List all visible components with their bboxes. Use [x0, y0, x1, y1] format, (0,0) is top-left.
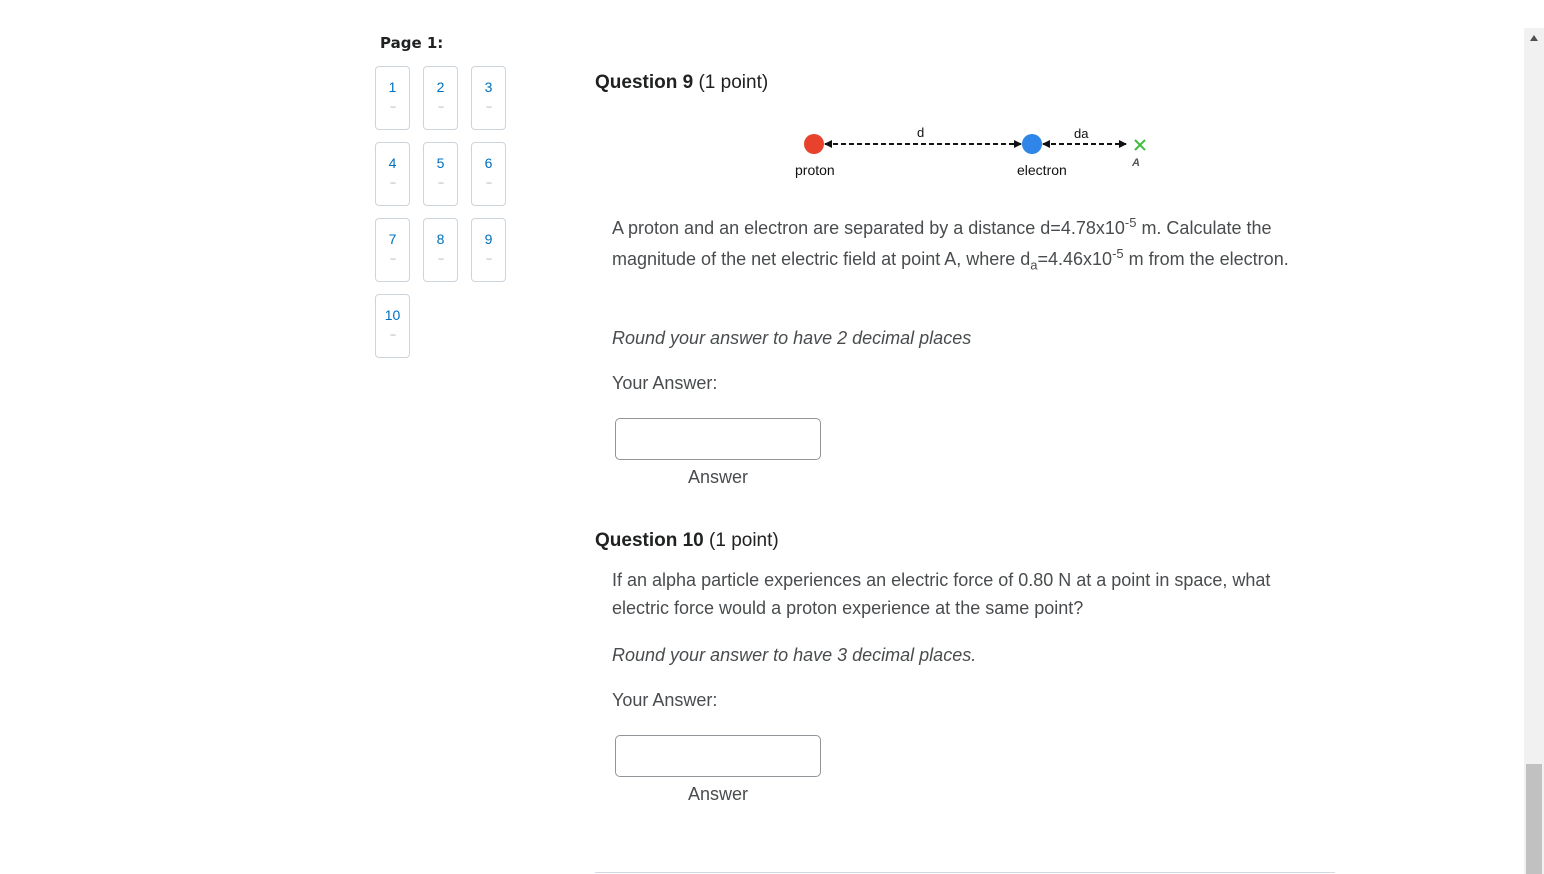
question-10-rounding: Round your answer to have 3 decimal places.	[612, 645, 977, 665]
triangle-up-icon[interactable]	[1524, 28, 1544, 48]
point-a-label: A	[1132, 157, 1140, 169]
nav-question-status: --	[437, 177, 444, 189]
question-text-part: m from the electron.	[1123, 249, 1289, 269]
nav-question-status: --	[389, 101, 396, 113]
question-10-title	[595, 530, 779, 552]
question-points: (1 point)	[698, 72, 769, 93]
question-title-text: Question 10	[595, 530, 704, 551]
electron-label: electron	[1017, 162, 1067, 178]
proton-label: proton	[795, 162, 835, 178]
proton-circle	[804, 134, 824, 154]
nav-question-7[interactable]	[375, 218, 410, 282]
nav-question-status: --	[485, 253, 492, 265]
nav-question-9[interactable]	[471, 218, 506, 282]
question-9-your-answer-label: Your Answer:	[612, 373, 718, 393]
exponent: -5	[1124, 215, 1137, 230]
nav-question-number: 6	[484, 155, 493, 171]
exponent: -5	[1112, 246, 1124, 261]
question-9-text	[612, 213, 1332, 275]
question-10-your-answer-label: Your Answer:	[612, 690, 718, 710]
page-label: Page 1:	[380, 34, 444, 52]
question-9-title	[595, 72, 768, 94]
question-title-text: Question 9	[595, 72, 694, 93]
nav-question-status: --	[389, 253, 396, 265]
nav-question-8[interactable]	[423, 218, 458, 282]
question-9-answer-caption: Answer	[687, 467, 749, 487]
nav-question-number: 3	[484, 79, 493, 95]
section-divider	[595, 872, 1335, 873]
nav-question-5[interactable]	[423, 142, 458, 206]
distance-da-label: da	[1074, 126, 1089, 141]
charge-diagram	[780, 118, 1160, 188]
nav-question-status: --	[437, 101, 444, 113]
nav-question-1[interactable]	[375, 66, 410, 130]
question-10-answer-caption: Answer	[687, 784, 749, 804]
nav-question-status: --	[389, 177, 396, 189]
nav-question-number: 5	[436, 155, 445, 171]
nav-question-number: 9	[484, 231, 493, 247]
nav-question-6[interactable]	[471, 142, 506, 206]
nav-question-status: --	[389, 329, 396, 341]
question-text-part: A proton and an electron are separated by a distance d=4.78x10	[612, 218, 1125, 238]
nav-question-number: 2	[436, 79, 445, 95]
subscript: a	[1030, 257, 1038, 273]
question-10-answer-input[interactable]	[615, 735, 821, 777]
nav-question-10[interactable]	[375, 294, 410, 358]
question-text-part: m. Calculate the magnitude of the net electric field at point A, where d	[612, 218, 1272, 269]
question-navigation	[375, 66, 515, 366]
nav-question-status: --	[485, 177, 492, 189]
nav-question-2[interactable]	[423, 66, 458, 130]
distance-d-label: d	[917, 125, 925, 140]
nav-question-number: 8	[436, 231, 445, 247]
scrollbar-track[interactable]	[1524, 28, 1544, 874]
question-10-text: If an alpha particle experiences an electric force of 0.80 N at a point in space, what electric force would a proton experience at the same point?	[612, 570, 1271, 618]
point-a-marker	[1135, 140, 1145, 150]
nav-question-number: 1	[388, 79, 397, 95]
nav-question-number: 10	[384, 307, 401, 323]
nav-question-number: 4	[388, 155, 397, 171]
question-9-answer-input[interactable]	[615, 418, 821, 460]
nav-question-status: --	[485, 101, 492, 113]
nav-question-3[interactable]	[471, 66, 506, 130]
scrollbar-thumb[interactable]	[1526, 764, 1542, 874]
nav-question-number: 7	[388, 231, 397, 247]
question-text-part: =4.46x10	[1037, 249, 1113, 269]
nav-question-4[interactable]	[375, 142, 410, 206]
nav-question-status: --	[437, 253, 444, 265]
electron-circle	[1022, 134, 1042, 154]
question-9-rounding: Round your answer to have 2 decimal places	[612, 328, 972, 348]
question-points: (1 point)	[709, 530, 779, 551]
